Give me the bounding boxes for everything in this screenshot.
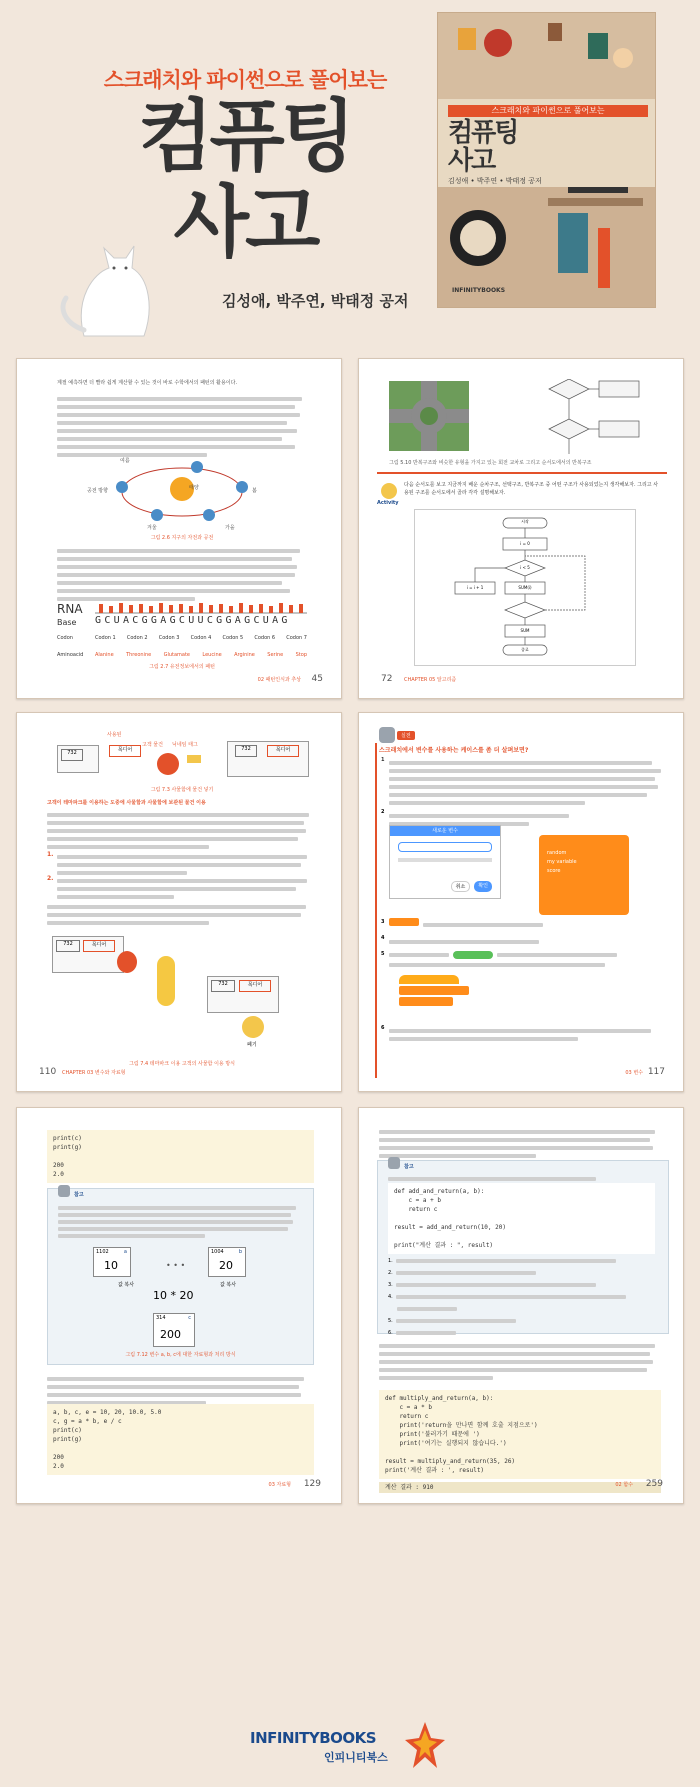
page-72 <box>358 358 684 699</box>
divider <box>377 472 667 474</box>
codon-item: Codon 5 <box>222 635 244 641</box>
page-number: 129 <box>303 1479 321 1489</box>
step-number: 5. <box>388 1318 393 1324</box>
orbit-label-winter: 겨울 <box>147 525 157 531</box>
figure-caption: 그림 2.6 지구의 자전과 공전 <box>150 535 214 541</box>
orbit-label-sun: 태양 <box>189 485 199 491</box>
rna-strand <box>95 602 307 614</box>
step-number: 3. <box>388 1282 393 1288</box>
publisher-logo-text: INFINITYBOOKS <box>250 1729 377 1747</box>
codon-item: Codon 4 <box>190 635 212 641</box>
book-subtitle: 스크래치와 파이썬으로 풀어보는 <box>103 68 387 92</box>
page-45 <box>16 358 342 699</box>
step-number: 3 <box>381 919 385 925</box>
note-label: 참고 <box>74 1192 84 1198</box>
robot-icon <box>379 727 395 743</box>
arrow-label: 값 복사 <box>220 1282 237 1288</box>
bag-icon <box>157 753 179 775</box>
menu-item[interactable]: my variable <box>547 859 577 865</box>
code-block: print(c) print(g) 200 2.0 <box>47 1130 314 1183</box>
codon-label: Codon <box>57 635 73 641</box>
code-block: def add_and_return(a, b): c = a + b return c result = add_and_return(10, 20) print("계산 결과 : ", result) <box>388 1183 655 1254</box>
flowchart-frame <box>414 509 636 666</box>
locker-tag: 목디어 <box>109 745 141 757</box>
code-output: 계산 결과 : 910 <box>379 1482 661 1493</box>
roundabout-photo <box>389 381 469 451</box>
flow-node: SUM <box>520 628 530 633</box>
activity-label: Activity <box>377 500 399 506</box>
step-number: 6. <box>388 1330 393 1336</box>
locker-number: 732 <box>235 745 257 757</box>
person-icon <box>157 956 175 1006</box>
page-number: 72 <box>381 674 393 684</box>
locker-tag: 목디어 <box>239 980 271 992</box>
rna-base-label: Base <box>57 618 77 627</box>
page-number: 110 <box>39 1067 57 1077</box>
bag-icon <box>117 951 137 973</box>
body-text <box>57 545 307 605</box>
flow-node: i < 5 <box>520 565 530 570</box>
step-number: 4. <box>388 1294 393 1300</box>
page-chapter: CHAPTER 03 변수와 자료형 <box>62 1070 126 1076</box>
flow-node: 종료 <box>521 647 529 652</box>
section-title: 스크래치에서 변수를 사용하는 케이스를 좀 더 살펴보면? <box>379 747 529 754</box>
dialog-cancel-button[interactable]: 취소 <box>451 881 471 892</box>
page-259 <box>358 1107 684 1504</box>
flow-node: i = 0 <box>520 541 530 546</box>
discard-label: 폐기 <box>247 1042 257 1048</box>
dialog-title: 새로운 변수 <box>390 826 500 836</box>
fig-label: 고객 물건 <box>142 742 163 748</box>
body-text <box>57 393 307 461</box>
amino-item: Alanine <box>95 652 114 658</box>
step-number: 5 <box>381 951 385 957</box>
orbit-diagram <box>97 457 267 527</box>
flow-node: SUM(i) <box>518 585 532 590</box>
cover-authors: 김성애 • 박주연 • 박태정 공저 <box>448 177 542 185</box>
page-lead-text: 계절 예측하면 더 빨라 쉽게 계산할 수 있는 것이 바로 수학에서의 패턴의 활용이다. <box>57 380 238 386</box>
amino-row <box>95 652 307 658</box>
page-129 <box>16 1107 342 1504</box>
step-number: 4 <box>381 935 385 941</box>
list-marker: 1. <box>47 851 54 858</box>
codon-item: Codon 1 <box>95 635 116 641</box>
locker-tag: 목디어 <box>267 745 299 757</box>
amino-item: Threonine <box>126 652 152 658</box>
note-label: 참고 <box>404 1164 414 1170</box>
activity-text: 다음 순서도를 보고 지금까지 배운 순차구조, 선택구조, 반복구조 중 어떤 구조가 사용되었는지 생각해보자. 그리고 사용된 구조를 순서도에서 골라 각각 설명해보자. <box>404 482 659 496</box>
step-number: 2. <box>388 1270 393 1276</box>
menu-item[interactable]: random <box>547 850 567 856</box>
orbit-label-autumn: 가을 <box>225 525 235 531</box>
orbit-label-summer: 여름 <box>120 458 130 464</box>
robot-icon <box>388 1157 400 1169</box>
variable-name-input[interactable] <box>398 842 492 852</box>
page-chapter: 02 패턴인식과 추상 <box>257 677 301 683</box>
rna-title: RNA <box>57 602 83 616</box>
list-marker: 2. <box>47 875 54 882</box>
page-chapter: CHAPTER 05 알고리즘 <box>404 677 457 683</box>
code-block: a, b, c, e = 10, 20, 10.0, 5.0 c, g = a * b, e / c print(c) print(g) 200 2.0 <box>47 1404 314 1475</box>
figure-caption: 그림 7.3 사물함에 물건 넣기 <box>150 787 214 793</box>
note-box <box>47 1188 314 1365</box>
codon-item: Codon 3 <box>158 635 180 641</box>
scratch-script <box>399 975 469 1017</box>
fig-label: 사용된 <box>107 732 122 738</box>
amino-item: Leucine <box>202 652 222 658</box>
body-text <box>47 809 317 853</box>
page-chapter: 02 함수 <box>615 1482 633 1488</box>
scratch-block <box>389 918 419 926</box>
memory-box-c: 314 c 200 <box>153 1313 195 1347</box>
codon-row <box>95 635 307 641</box>
arrow-label: 값 복사 <box>118 1282 135 1288</box>
page-110 <box>16 712 342 1092</box>
locker-tag: 목디어 <box>83 940 115 952</box>
publisher-korean-name: 인피니티북스 <box>324 1751 388 1764</box>
cover-title-line2: 사고 <box>448 146 495 176</box>
multiply-expression: 10 * 20 <box>153 1289 194 1302</box>
activity-icon <box>381 483 397 499</box>
amino-item: Arginine <box>234 652 255 658</box>
amino-label: Aminoacid <box>57 652 84 658</box>
figure-caption: 그림 2.7 유전정보에서의 패턴 <box>149 664 215 670</box>
loop-flowchart <box>489 379 649 459</box>
section-rule <box>375 743 377 1078</box>
amino-item: Stop <box>295 652 307 658</box>
usage-figure <box>47 931 317 1056</box>
note-box <box>377 1160 669 1334</box>
fig-label: 닉네임 태그 <box>172 742 198 748</box>
cat-illustration <box>54 218 164 338</box>
cover-title-line1: 컴퓨팅 <box>448 118 518 148</box>
page-chapter: 03 변수 <box>625 1070 643 1076</box>
memory-box-b: 1004 b 20 <box>208 1247 246 1277</box>
page-number: 259 <box>645 1479 663 1489</box>
book-title-line2: 사고 <box>173 178 317 268</box>
step-number: 1 <box>381 757 385 763</box>
robot-icon <box>58 1185 70 1197</box>
figure-caption: 그림 7.12 변수 a, b, c에 대한 자료형과 처리 방식 <box>125 1352 236 1358</box>
codon-item: Codon 7 <box>286 635 307 641</box>
locker-number: 732 <box>211 980 235 992</box>
locker-number: 732 <box>56 940 80 952</box>
step-list <box>388 1255 653 1339</box>
practice-badge: 실전 <box>397 731 415 740</box>
amino-item: Glutamate <box>163 652 191 658</box>
page-number: 117 <box>647 1067 665 1077</box>
locker-number: 732 <box>61 749 83 761</box>
new-variable-dialog <box>389 825 501 899</box>
section-title: 고객이 테마파크를 이용하는 도중에 사물함과 사물함에 보관된 물건 이용 <box>47 800 206 806</box>
flow-node: 시작 <box>521 519 529 524</box>
page-chapter: 03 자료형 <box>268 1482 291 1488</box>
amino-item: Serine <box>267 652 284 658</box>
flow-node: i = i + 1 <box>466 585 484 590</box>
step-number: 6 <box>381 1025 385 1031</box>
ellipsis: • • • <box>166 1261 186 1270</box>
tag-icon <box>187 755 201 763</box>
book-authors: 김성애, 박주연, 박태정 공저 <box>222 292 409 310</box>
step-number: 1. <box>388 1258 393 1264</box>
orbit-label-spring: 봄 <box>252 488 257 494</box>
locker-figure <box>47 731 317 781</box>
step-number: 2 <box>381 809 385 815</box>
menu-item[interactable]: score <box>547 868 561 874</box>
rna-sequence: GCUACGGAGCUUCGGAGCUAG <box>95 615 291 626</box>
orbit-label-direction: 공전 방향 <box>87 488 108 494</box>
codon-item: Codon 6 <box>254 635 276 641</box>
cover-subtitle: 스크래치와 파이썬으로 풀어보는 <box>448 105 648 117</box>
figure-caption: 그림 7.4 테마파크 이용 고객의 사물함 이용 방식 <box>128 1061 236 1067</box>
page-117 <box>358 712 684 1092</box>
book-cover <box>437 12 656 308</box>
recycle-icon <box>242 1016 264 1038</box>
infinity-star-icon <box>405 1722 445 1768</box>
page-number: 45 <box>311 674 323 684</box>
figure-caption: 그림 5.10 반복구조와 비슷한 유형을 가지고 있는 회전 교차로 그리고 순서도에서의 반복구조 <box>389 460 592 466</box>
book-title-line1: 컴퓨팅 <box>137 92 353 182</box>
variable-menu <box>539 835 629 915</box>
cover-publisher: INFINITYBOOKS <box>452 287 506 294</box>
codon-item: Codon 2 <box>126 635 148 641</box>
dialog-ok-button[interactable]: 확인 <box>474 881 492 892</box>
code-block: def multiply_and_return(a, b): c = a * b return c print('return을 만나면 함께 호출 지점으로') print('불러가기 때문에 ') print('여기는 실행되지 않습니다.') result = multiply_and_return(35, 26) print('계산 결과 : ', result) <box>379 1390 661 1479</box>
memory-box-a: 1102 a 10 <box>93 1247 131 1277</box>
